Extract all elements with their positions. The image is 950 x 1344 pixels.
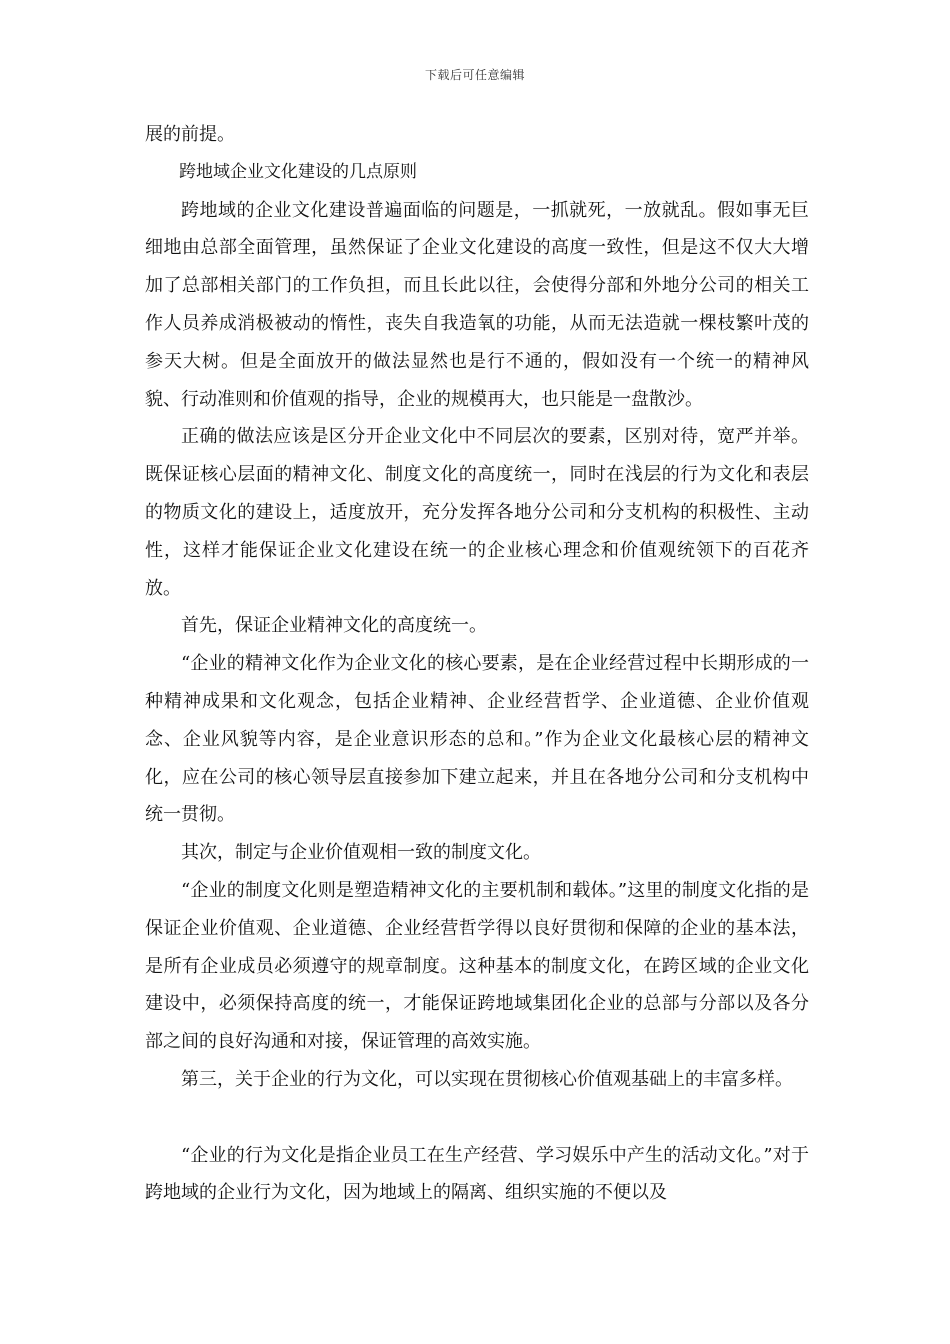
paragraph: 跨地域的企业文化建设普遍面临的问题是，一抓就死，一放就乱。假如事无巨细地由总部全面管理，虽然保证了企业文化建设的高度一致性，但是这不仅大大增加了总部相关部门的工作负担，而且长此以往，会使得分部和外地分公司的相关工作人员养成消极被动的惰性，丧失自我造氧的功能，从而无法造就一棵枝繁叶茂的参天大树。但是全面放开的做法显然也是行不通的，假如没有一个统一的精神风貌、行动准则和价值观的指导，企业的规模再大，也只能是一盘散沙。: [145, 199, 809, 410]
paragraph-point-second: 其次，制定与企业价值观相一致的制度文化。: [181, 842, 541, 864]
paragraph: 正确的做法应该是区分开企业文化中不同层次的要素，区别对待，宽严并举。既保证核心层面的精神文化、制度文化的高度统一，同时在浅层的行为文化和表层的物质文化的建设上，适度放开，充分发挥各地分公司和分支机构的积极性、主动性，这样才能保证企业文化建设在统一的企业核心理念和价值观统领下的百花齐放。: [145, 426, 809, 599]
paragraph-point-third: 第三，关于企业的行为文化，可以实现在贯彻核心价值观基础上的丰富多样。: [181, 1068, 793, 1090]
section-heading: 跨地域企业文化建设的几点原则: [179, 161, 417, 182]
document-body: [145, 116, 809, 1212]
page-header: 下载后可任意编辑: [424, 68, 525, 82]
blank-line: [145, 1099, 809, 1137]
paragraph-point-first: 首先，保证企业精神文化的高度统一。: [181, 615, 487, 637]
paragraph-quote: “企业的行为文化是指企业员工在生产经营、学习娱乐中产生的活动文化。”对于跨地域的企业行为文化，因为地域上的隔离、组织实施的不便以及: [145, 1144, 809, 1204]
paragraph-continuation: 展的前提。: [145, 124, 235, 145]
paragraph-quote: “企业的精神文化作为企业文化的核心要素，是在企业经营过程中长期形成的一种精神成果和文化观念，包括企业精神、企业经营哲学、企业道德、企业价值观念、企业风貌等内容，是企业意识形态的总和。”作为企业文化最核心层的精神文化，应在公司的核心领导层直接参加下建立起来，并且在各地分公司和分支机构中统一贯彻。: [145, 653, 809, 826]
paragraph-quote: “企业的制度文化则是塑造精神文化的主要机制和载体。”这里的制度文化指的是保证企业价值观、企业道德、企业经营哲学得以良好贯彻和保障的企业的基本法，是所有企业成员必须遵守的规章制度。这种基本的制度文化，在跨区域的企业文化建设中，必须保持高度的统一，才能保证跨地域集团化企业的总部与分部以及各分部之间的良好沟通和对接，保证管理的高效实施。: [145, 879, 809, 1053]
